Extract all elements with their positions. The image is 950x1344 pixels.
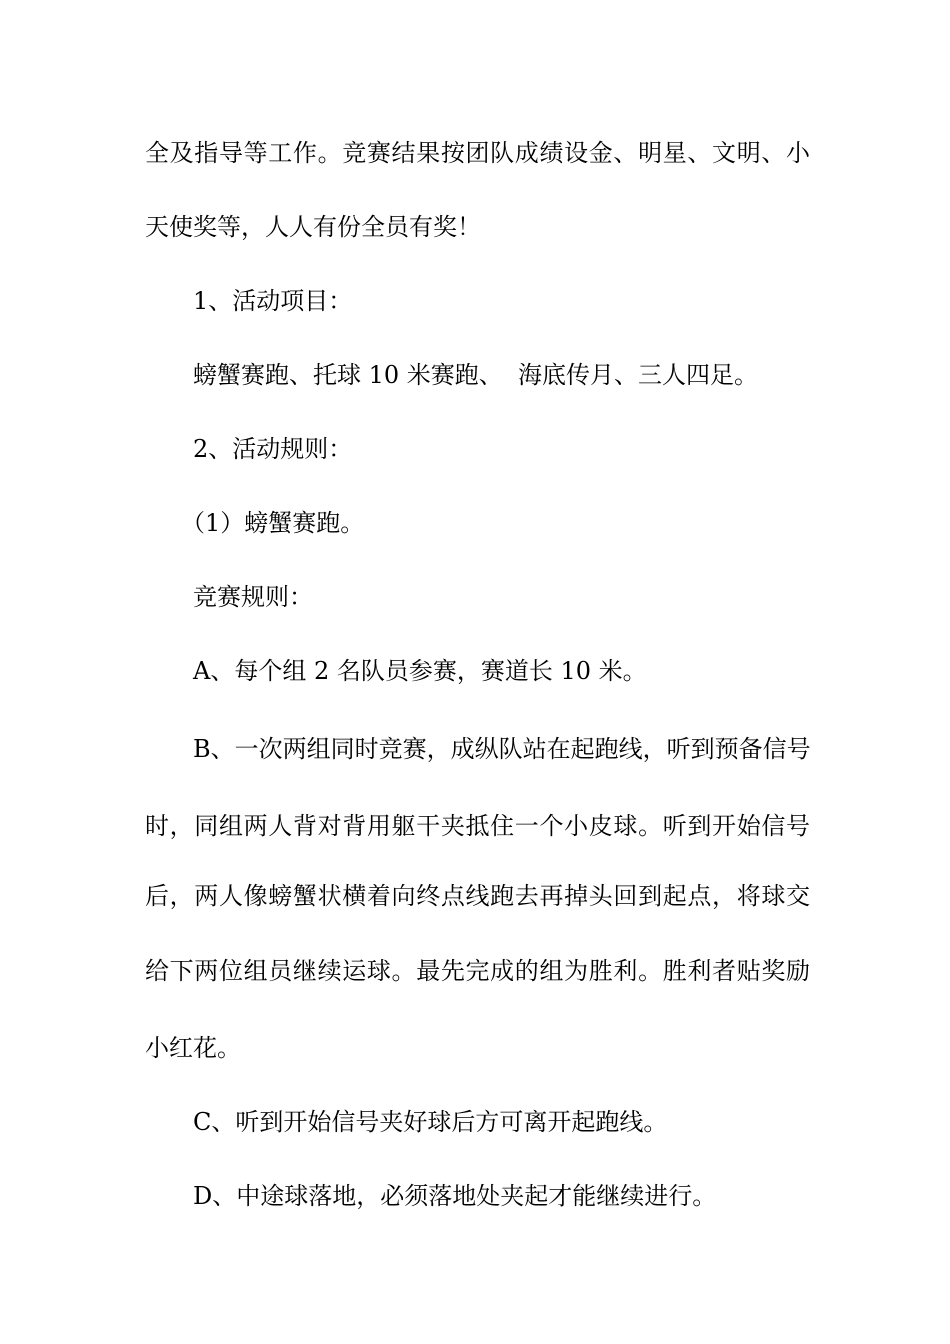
subheading-crab-race: （1）螃蟹赛跑。 [181, 509, 365, 537]
rule-b-line-4: 给下两位组员继续运球。最先完成的组为胜利。胜利者贴奖励 [145, 957, 810, 985]
award-paragraph-line-1: 全及指导等工作。竞赛结果按团队成绩设金、明星、文明、小 [145, 139, 810, 167]
heading-activity-rules: 2、活动规则： [193, 435, 353, 463]
rule-d: D、中途球落地，必须落地处夹起才能继续进行。 [193, 1182, 717, 1210]
award-paragraph-line-2: 天使奖等，人人有份全员有奖！ [145, 213, 481, 241]
rule-b-line-3: 后，两人像螃蟹状横着向终点线跑去再掉头回到起点，将球交 [145, 882, 810, 910]
rule-b-line-1: B、一次两组同时竞赛，成纵队站在起跑线，听到预备信号 [193, 735, 811, 763]
rule-c: C、听到开始信号夹好球后方可离开起跑线。 [193, 1108, 668, 1136]
heading-activity-items: 1、活动项目： [193, 287, 353, 315]
rule-b-line-5: 小红花。 [145, 1034, 241, 1062]
rule-a: A、每个组 2 名队员参赛，赛道长 10 米。 [193, 657, 647, 685]
activity-items-list: 螃蟹赛跑、托球 10 米赛跑、 海底传月、三人四足。 [193, 361, 759, 389]
rule-b-line-2: 时，同组两人背对背用躯干夹抵住一个小皮球。听到开始信号 [145, 812, 810, 840]
heading-competition-rules: 竞赛规则： [193, 583, 313, 611]
